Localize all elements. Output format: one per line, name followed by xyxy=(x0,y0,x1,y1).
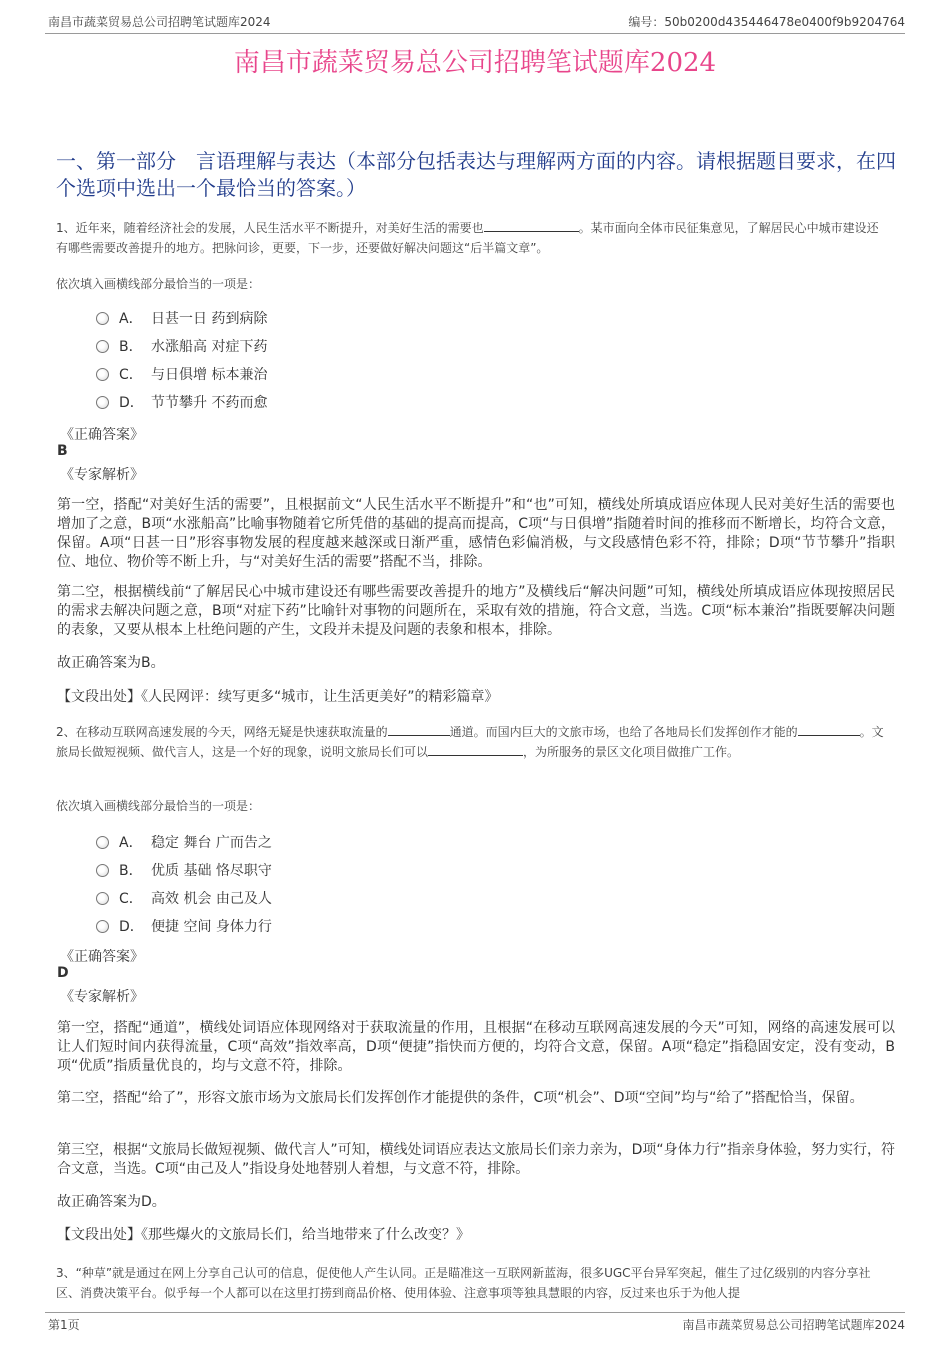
radio-icon[interactable] xyxy=(96,368,109,381)
q1-answer-label: 《正确答案》 xyxy=(60,427,144,443)
page-title: 南昌市蔬菜贸易总公司招聘笔试题库2024 xyxy=(233,48,717,78)
q1-conclusion: 故正确答案为B。 xyxy=(57,655,165,671)
q2-source: 【文段出处】《那些爆火的文旅局长们，给当地带来了什么改变？》 xyxy=(57,1227,470,1243)
section-heading: 一、第一部分 言语理解与表达（本部分包括表达与理解两方面的内容。请根据题目要求，在四个选项中选出一个最恰当的答案。） xyxy=(56,149,896,200)
q2-blank-3 xyxy=(428,742,523,756)
q3-stem: 3、“种草”就是通过在网上分享自己认可的信息，促使他人产生认同。正是瞄准这一互联网新蓝海，很多UGC平台异军突起，催生了过亿级别的内容分享社区、消费决策平台。似乎每一个人都可以在这里打捞到商品价格、使用体验、注意事项等独具慧眼的内容，反过来也乐于为他人提 xyxy=(56,1266,871,1300)
q1-option-c[interactable]: C． 与日俱增 标本兼治 xyxy=(96,360,267,388)
q2-option-a[interactable]: A． 稳定 舞台 广而告之 xyxy=(96,828,272,856)
q1-blank xyxy=(484,218,579,232)
page-header xyxy=(0,0,950,36)
q1-analysis-label: 《专家解析》 xyxy=(60,467,144,483)
footer-divider xyxy=(45,1312,905,1313)
q1-answer: B xyxy=(57,443,68,459)
radio-icon[interactable] xyxy=(96,864,109,877)
header-divider xyxy=(45,33,905,34)
header-doc-title: 南昌市蔬菜贸易总公司招聘笔试题库2024 xyxy=(48,15,271,29)
q2-analysis-2: 第二空，搭配“给了”，形容文旅市场为文旅局长们发挥创作才能提供的条件，C项“机会”、D项“空间”均与“给了”搭配恰当，保留。 xyxy=(57,1090,864,1106)
radio-icon[interactable] xyxy=(96,836,109,849)
radio-icon[interactable] xyxy=(96,920,109,933)
q1-prompt: 依次填入画横线部分最恰当的一项是： xyxy=(56,277,261,291)
radio-icon[interactable] xyxy=(96,340,109,353)
q1-option-d[interactable]: D． 节节攀升 不药而愈 xyxy=(96,388,267,416)
q1-options xyxy=(96,304,267,416)
q2-conclusion: 故正确答案为D。 xyxy=(57,1194,166,1210)
q2-analysis-3: 第三空，根据“文旅局长做短视频、做代言人”可知，横线处词语应表达文旅局长们亲力亲为，D项“身体力行”指亲身体验，努力实行，符合文意，当选。C项“由己及人”指设身处地替别人着想，与文意不符，排除。 xyxy=(57,1142,895,1177)
q2-option-d[interactable]: D． 便捷 空间 身体力行 xyxy=(96,912,272,940)
radio-icon[interactable] xyxy=(96,892,109,905)
q1-analysis-1: 第一空，搭配“对美好生活的需要”，且根据前文“人民生活水平不断提升”和“也”可知，横线处所填成语应体现人民对美好生活的需要也增加了之意，B项“水涨船高”比喻事物随着它所凭借的基础的提高而提高，C项“与日俱增”指随着时间的推移而不断增长，均符合文意，保留。A项“日甚一日”形容事物发展的程度越来越深或日渐严重，感情色彩偏消极，与文段感情色彩不符，排除；D项“节节攀升”指职位、地位、物价等不断上升，与“对美好生活的需要”搭配不当，排除。 xyxy=(57,497,895,570)
q2-analysis-1: 第一空，搭配“通道”，横线处词语应体现网络对于获取流量的作用，且根据“在移动互联网高速发展的今天”可知，网络的高速发展可以让人们短时间内获得流量，C项“高效”指效率高，D项“便捷”指快而方便的，均符合文意，保留。A项“稳定”指稳固安定，没有变动，B项“优质”指质量优良的，均与文意不符，排除。 xyxy=(57,1020,895,1074)
header-doc-number: 编号：50b0200d435446478e0400f9b9204764 xyxy=(628,15,905,29)
q1-source: 【文段出处】《人民网评：续写更多“城市，让生活更美好”的精彩篇章》 xyxy=(57,689,499,705)
q1-analysis-2: 第二空，根据横线前“了解居民心中城市建设还有哪些需要改善提升的地方”及横线后“解决问题”可知，横线处所填成语应体现按照居民的需求去解决问题之意，B项“对症下药”比喻针对事物的问题所在，采取有效的措施，符合文意，当选。C项“标本兼治”指既要解决问题的表象，又要从根本上杜绝问题的产生，文段并未提及问题的表象和根本，排除。 xyxy=(57,584,895,638)
q2-option-c[interactable]: C． 高效 机会 由己及人 xyxy=(96,884,272,912)
radio-icon[interactable] xyxy=(96,312,109,325)
q2-option-b[interactable]: B． 优质 基础 恪尽职守 xyxy=(96,856,272,884)
q1-option-b[interactable]: B． 水涨船高 对症下药 xyxy=(96,332,267,360)
q1-option-a[interactable]: A． 日甚一日 药到病除 xyxy=(96,304,267,332)
footer-doc-title: 南昌市蔬菜贸易总公司招聘笔试题库2024 xyxy=(682,1318,905,1332)
q2-stem: 2、在移动互联网高速发展的今天，网络无疑是快速获取流量的 通道。而国内巨大的文旅市场，也给了各地局长们发挥创作才能的 。文旅局长做短视频、做代言人，这是一个好的现象，说明文旅局长们可以 ，为所服务的景区文化项目做推广工作。 xyxy=(56,722,886,762)
q2-prompt: 依次填入画横线部分最恰当的一项是： xyxy=(56,799,261,813)
q2-analysis-label: 《专家解析》 xyxy=(60,989,144,1005)
page-number: 第1页 xyxy=(48,1318,80,1332)
q2-options xyxy=(96,828,272,940)
q1-stem: 1、近年来，随着经济社会的发展，人民生活水平不断提升，对美好生活的需要也 。某市面向全体市民征集意见，了解居民心中城市建设还有哪些需要改善提升的地方。把脉问诊，更要，下一步，还要做好解决问题这“后半篇文章”。 xyxy=(56,218,886,258)
q2-blank-2 xyxy=(798,722,860,736)
q2-answer: D xyxy=(57,965,69,981)
radio-icon[interactable] xyxy=(96,396,109,409)
q2-blank-1 xyxy=(388,722,450,736)
q2-answer-label: 《正确答案》 xyxy=(60,949,144,965)
